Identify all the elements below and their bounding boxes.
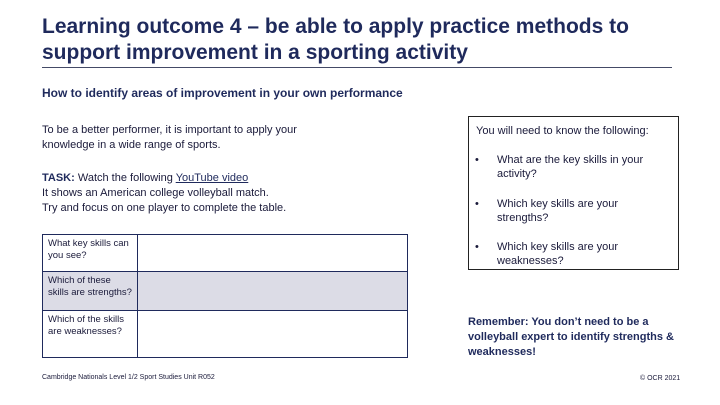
list-item-text: Which key skills are your weaknesses? xyxy=(497,241,619,267)
bullet-icon: • xyxy=(475,241,479,253)
table-row xyxy=(43,272,408,311)
bullet-icon: • xyxy=(475,154,479,166)
footer-course: Cambridge Nationals Level 1/2 Sport Studies Unit R052 xyxy=(42,374,215,381)
list-item-text: Which key skills are your strengths? xyxy=(497,198,619,224)
bullet-icon: • xyxy=(475,198,479,210)
task-line-2: It shows an American college volleyball match. xyxy=(42,187,269,199)
title-line-2: support improvement in a sporting activity xyxy=(42,41,468,64)
know-box-heading: You will need to know the following: xyxy=(476,125,649,137)
footer-copyright: © OCR 2021 xyxy=(640,375,681,382)
remember-note: Remember: You don’t need to be a volleyball expert to identify strengths & weaknesses! xyxy=(468,316,674,358)
page-title xyxy=(42,14,682,66)
table-answer-cell[interactable] xyxy=(138,311,408,358)
section-subtitle: How to identify areas of improvement in your own performance xyxy=(42,86,403,100)
intro-text: To be a better performer, it is important to apply your knowledge in a wide range of sports. xyxy=(42,124,297,151)
youtube-video-link[interactable]: YouTube video xyxy=(175,172,249,184)
know-following-box xyxy=(468,116,679,270)
table-row xyxy=(43,311,408,358)
task-label: TASK: xyxy=(42,172,75,184)
task-prefix: Watch the following xyxy=(74,172,176,184)
table-answer-cell[interactable] xyxy=(138,272,408,311)
title-line-1: Learning outcome 4 – be able to apply practice methods to xyxy=(42,15,629,38)
title-divider xyxy=(42,67,672,68)
task-instructions xyxy=(42,171,342,216)
table-question: Which of the skills are weaknesses? xyxy=(43,311,138,358)
list-item-text: What are the key skills in your activity? xyxy=(497,154,644,180)
task-line-1 xyxy=(42,171,342,186)
table-answer-cell[interactable] xyxy=(138,235,408,272)
task-line-3: Try and focus on one player to complete the table. xyxy=(42,202,287,214)
table-question: Which of these skills are strengths? xyxy=(43,272,138,311)
observation-table xyxy=(42,234,408,358)
table-row xyxy=(43,235,408,272)
table-question: What key skills can you see? xyxy=(43,235,138,272)
